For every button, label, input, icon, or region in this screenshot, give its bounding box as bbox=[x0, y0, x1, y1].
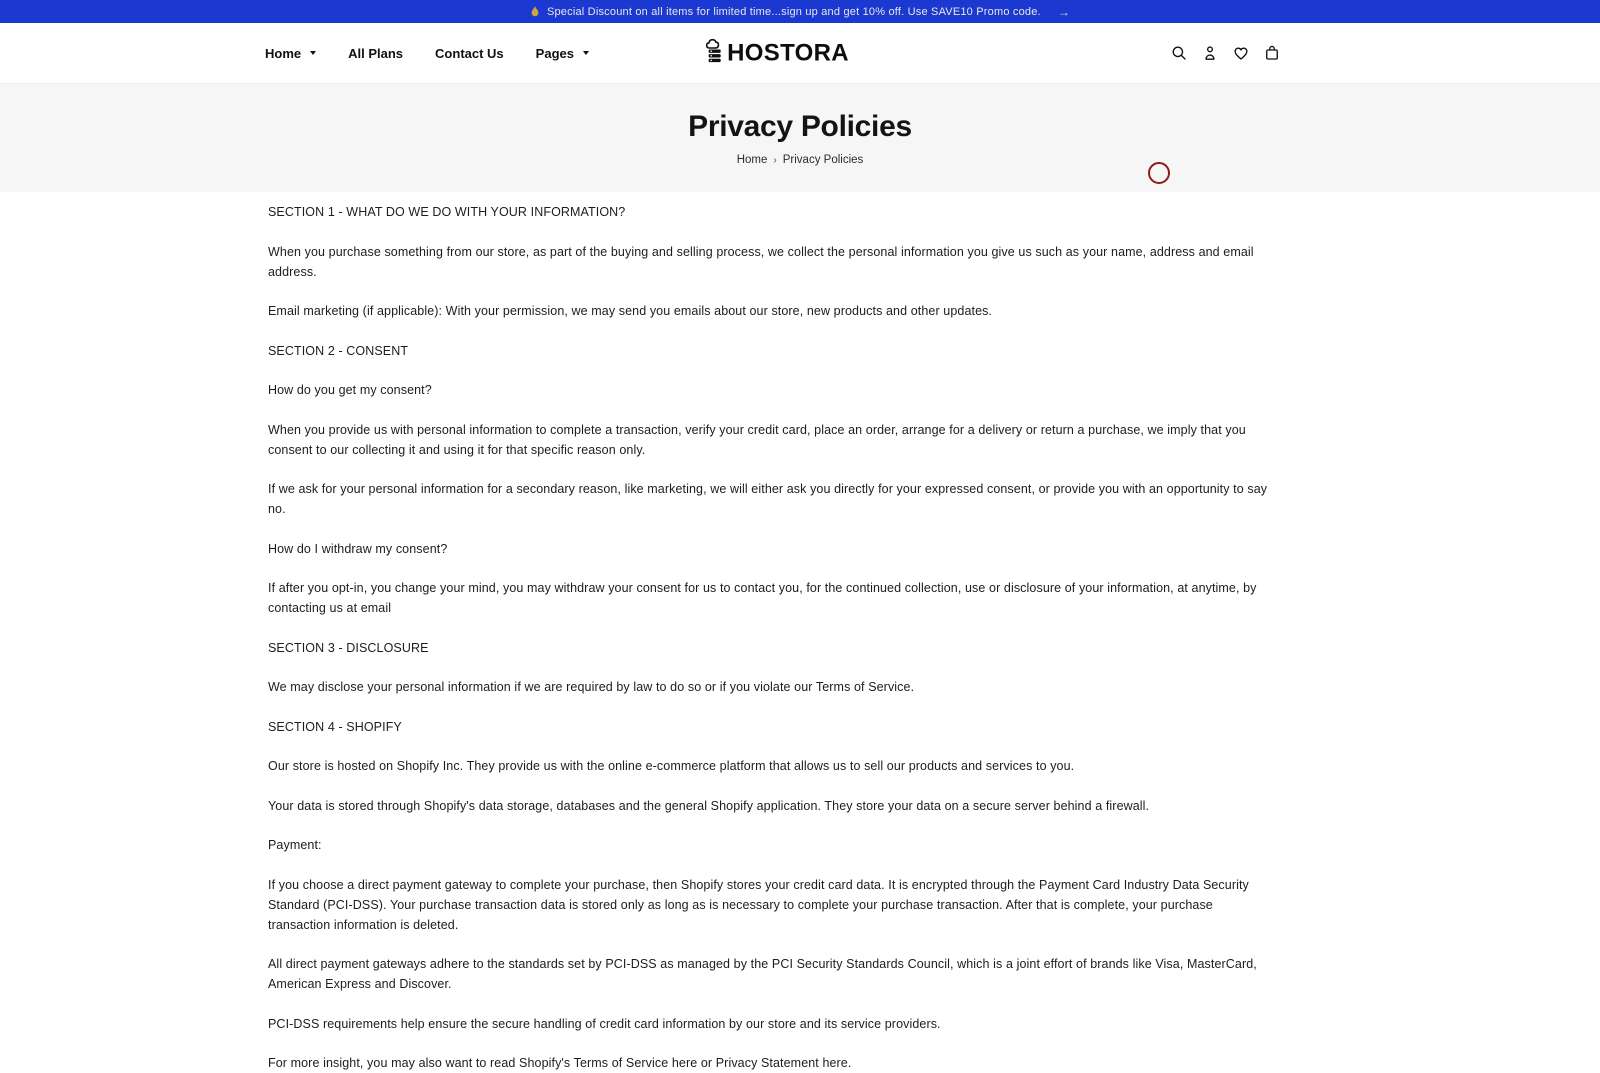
paragraph: If after you opt-in, you change your mind, you may withdraw your consent for us to contact you, for the continued collection, use or disclosure of your information, at anytime, by contacting us at email bbox=[268, 581, 1257, 615]
announcement-text: Special Discount on all items for limited time...sign up and get 10% off. Use SAVE10 Promo code. bbox=[546, 5, 1041, 18]
search-icon[interactable] bbox=[1170, 44, 1188, 62]
nav-item-contact-us[interactable] bbox=[435, 46, 504, 61]
logo[interactable] bbox=[703, 38, 849, 69]
account-icon[interactable] bbox=[1201, 44, 1219, 62]
arrow-right-icon: → bbox=[1057, 4, 1071, 19]
page-title: Privacy Policies bbox=[688, 110, 912, 143]
paragraph: We may disclose your personal information if we are required by law to do so or if you violate our Terms of Service. bbox=[268, 680, 915, 694]
nav-item-home[interactable] bbox=[265, 46, 316, 61]
nav-item-label: Pages bbox=[535, 45, 574, 61]
chevron-down-icon bbox=[310, 51, 316, 55]
chevron-down-icon bbox=[583, 51, 589, 55]
paragraph: When you purchase something from our store, as part of the buying and selling process, we collect the personal information you give us such as your name, address and email address. bbox=[268, 244, 1254, 279]
logo-text: HOSTORA bbox=[727, 39, 849, 66]
section-heading: SECTION 4 - SHOPIFY bbox=[268, 719, 402, 734]
nav-item-label: Contact Us bbox=[435, 45, 504, 61]
paragraph: How do I withdraw my consent? bbox=[268, 541, 448, 556]
paragraph: Our store is hosted on Shopify Inc. They provide us with the online e-commerce platform that allows us to sell our products and services to you. bbox=[268, 759, 1075, 773]
nav-item-all-plans[interactable] bbox=[348, 46, 403, 61]
breadcrumb-current: Privacy Policies bbox=[782, 154, 864, 166]
section-heading: SECTION 3 - DISCLOSURE bbox=[268, 640, 429, 655]
paragraph: How do you get my consent? bbox=[268, 383, 432, 397]
breadcrumb-home-link[interactable]: Home bbox=[736, 154, 768, 166]
breadcrumb bbox=[0, 154, 1600, 166]
paragraph: Email marketing (if applicable): With your permission, we may send you emails about our store, new products and other updates. bbox=[268, 304, 993, 318]
paragraph: If we ask for your personal information for a secondary reason, like marketing, we will either ask you directly for your expressed consent, or provide you with an opportunity to say no. bbox=[268, 482, 1268, 516]
main-nav bbox=[265, 23, 589, 83]
section-heading: SECTION 1 - WHAT DO WE DO WITH YOUR INFORMATION? bbox=[268, 205, 626, 219]
header-icons bbox=[1170, 23, 1281, 83]
page-header-section bbox=[0, 84, 1600, 192]
privacy-policy-content bbox=[268, 192, 1268, 1073]
cart-bag-icon[interactable] bbox=[1263, 44, 1281, 62]
breadcrumb-separator: › bbox=[773, 154, 777, 166]
flame-icon bbox=[530, 5, 540, 18]
logo-cloud-server-icon bbox=[703, 38, 726, 69]
announcement-bar[interactable] bbox=[0, 0, 1600, 23]
section-heading: SECTION 2 - CONSENT bbox=[268, 343, 409, 358]
wishlist-heart-icon[interactable] bbox=[1232, 44, 1250, 62]
nav-item-label: All Plans bbox=[348, 45, 404, 61]
paragraph: If you choose a direct payment gateway to complete your purchase, then Shopify stores your credit card data. It is encrypted through the Payment Card Industry Data Security Standard (PCI-DSS). Your purchase transaction data is stored only as long as is necessary to complete your purchase transaction. After that is complete, your purchase transaction information is deleted. bbox=[268, 877, 1249, 932]
paragraph: Your data is stored through Shopify's data storage, databases and the general Shopify application. They store your data on a secure server behind a firewall. bbox=[268, 798, 1150, 813]
paragraph: Payment: bbox=[268, 838, 322, 852]
nav-item-label: Home bbox=[265, 45, 302, 61]
paragraph: All direct payment gateways adhere to the standards set by PCI-DSS as managed by the PCI Security Standards Council, which is a joint effort of brands like Visa, MasterCard, American Express and Discover. bbox=[268, 957, 1257, 991]
main-header bbox=[0, 23, 1600, 84]
nav-item-pages[interactable] bbox=[536, 46, 589, 61]
paragraph: When you provide us with personal information to complete a transaction, verify your credit card, place an order, arrange for a delivery or return a purchase, we imply that you consent to our collecting it and using it for that specific reason only. bbox=[268, 422, 1246, 457]
paragraph: For more insight, you may also want to read Shopify's Terms of Service here or Privacy Statement here. bbox=[268, 1056, 852, 1070]
paragraph: PCI-DSS requirements help ensure the secure handling of credit card information by our store and its service providers. bbox=[268, 1016, 941, 1031]
